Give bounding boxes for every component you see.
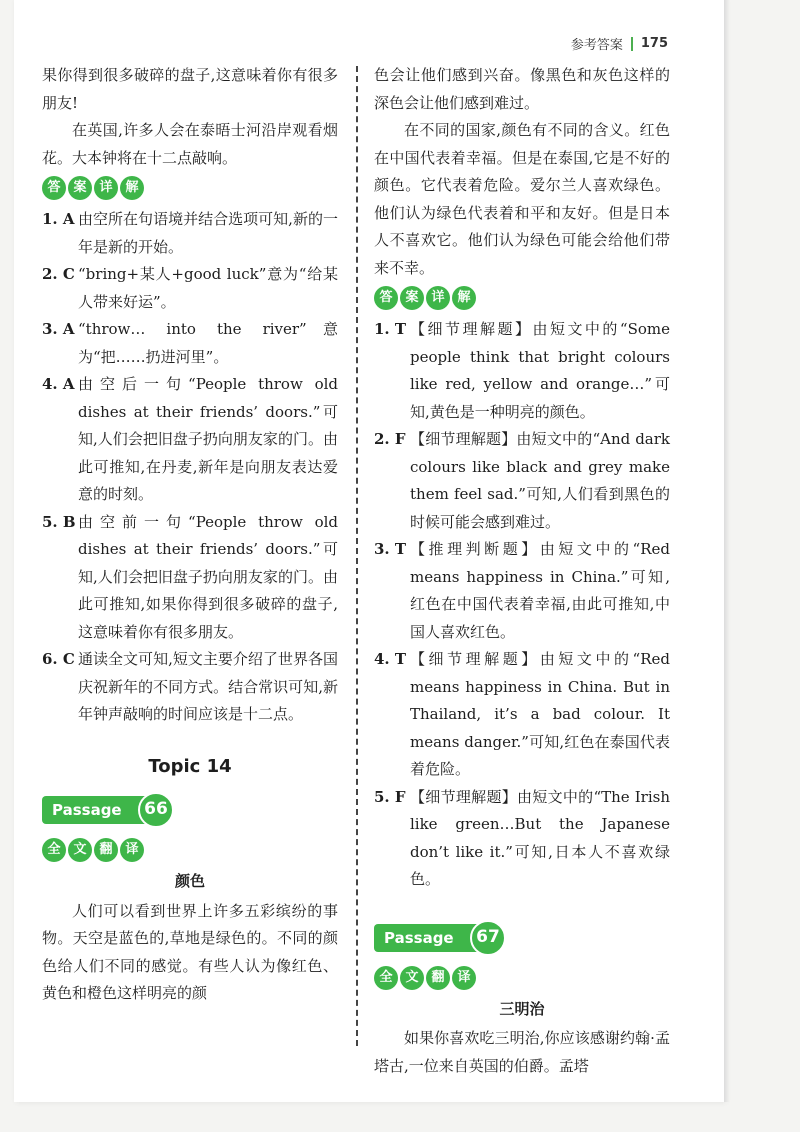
answer-text: 【推理判断题】由短文中的“Red means happiness in China.”可知,红色在中国代表着幸福,由此可推知,中国人喜欢红色。: [410, 540, 670, 641]
passage-banner: [42, 792, 338, 828]
left-paragraph-1: 果你得到很多破碎的盘子,这意味着你有很多朋友!: [42, 66, 338, 112]
answer-number: 2. C: [42, 265, 75, 283]
answer-text: “bring+某人+good luck”意为“给某人带来好运”。: [78, 265, 338, 311]
answer-item: [42, 371, 338, 509]
answer-item: [374, 784, 670, 894]
answer-text: 【细节理解题】由短文中的“The Irish like green…But the Japanese don’t like it.”可知,日本人不喜欢绿色。: [410, 787, 670, 888]
answer-number: 3. T: [374, 540, 407, 558]
answer-item: [374, 426, 670, 536]
badge-char: 翻: [94, 838, 118, 862]
full-translation-badge: [42, 838, 338, 862]
header-divider: [631, 37, 633, 51]
badge-char: 案: [400, 286, 424, 310]
badge-char: 译: [120, 838, 144, 862]
answer-text: 由空后一句“People throw old dishes at their friends’ doors.”可知,人们会把旧盘子扔向朋友家的门。由此可推知,在丹麦,新年是向朋友表达爱意的时刻。: [78, 375, 338, 503]
badge-char: 全: [374, 966, 398, 990]
answer-number: 5. B: [42, 512, 76, 531]
passage-number: 67: [470, 920, 506, 956]
full-translation-badge: [374, 966, 670, 990]
section-label: 参考答案: [570, 38, 623, 53]
badge-char: 译: [452, 966, 476, 990]
left-paragraph-2: 在英国,许多人会在泰晤士河沿岸观看烟花。大本钟将在十二点敲响。: [42, 121, 338, 167]
answer-item: [42, 316, 338, 371]
badge-char: 答: [374, 286, 398, 310]
badge-char: 文: [68, 838, 92, 862]
left-column: [42, 62, 338, 1008]
answer-explanation-badge: [42, 176, 338, 200]
passage-banner: [374, 920, 670, 956]
answer-item: [42, 509, 338, 647]
answer-item: [42, 206, 338, 261]
right-paragraph-2: 在不同的国家,颜色有不同的含义。红色在中国代表着幸福。但是在泰国,它是不好的颜色。它代表着危险。爱尔兰人喜欢绿色。他们认为绿色代表着和平和友好。但是日本人不喜欢它。他们认为绿色可能会给他们带来不幸。: [374, 121, 670, 277]
answer-item: [374, 536, 670, 646]
answer-number: 5. F: [374, 787, 406, 806]
answer-number: 2. F: [374, 430, 406, 448]
answer-item: [374, 646, 670, 784]
translation-title: 三明治: [499, 999, 545, 1018]
right-column: [374, 62, 670, 1080]
answer-item: [42, 646, 338, 729]
answer-number: 1. T: [374, 320, 407, 338]
badge-char: 详: [426, 286, 450, 310]
answer-text: 由空前一句“People throw old dishes at their friends’ doors.”可知,人们会把旧盘子扔向朋友家的门。由此可推知,如果你得到很多破碎的盘子,这意味着你有很多朋友。: [78, 512, 338, 641]
badge-char: 案: [68, 176, 92, 200]
page-header: [571, 34, 668, 53]
topic-heading: Topic 14: [148, 755, 232, 777]
badge-char: 翻: [426, 966, 450, 990]
answer-text: 【细节理解题】由短文中的“Some people think that bright colours like red, yellow and orange…”可知,黄色是一种明亮的颜色。: [410, 320, 670, 421]
answer-number: 1. A: [42, 210, 75, 228]
page-edge-shadow: [724, 0, 730, 1102]
answer-number: 4. T: [374, 650, 407, 668]
answer-text: 【细节理解题】由短文中的“Red means happiness in China. But in Thailand, it’s a bad colour. It means danger.”可知,红色在泰国代表着危险。: [410, 650, 670, 778]
answer-explanation-badge: [374, 286, 670, 310]
answer-text: 由空所在句语境并结合选项可知,新的一年是新的开始。: [78, 210, 338, 256]
badge-char: 解: [452, 286, 476, 310]
badge-char: 全: [42, 838, 66, 862]
badge-char: 解: [120, 176, 144, 200]
page-number: 175: [640, 36, 668, 51]
right-paragraph-1: 色会让他们感到兴奋。像黑色和灰色这样的深色会让他们感到难过。: [374, 66, 670, 112]
book-page: [14, 0, 724, 1102]
badge-char: 详: [94, 176, 118, 200]
translation-text: 如果你喜欢吃三明治,你应该感谢约翰·孟塔古,一位来自英国的伯爵。孟塔: [374, 1029, 670, 1075]
translation-text: 人们可以看到世界上许多五彩缤纷的事物。天空是蓝色的,草地是绿色的。不同的颜色给人们不同的感觉。有些人认为像红色、黄色和橙色这样明亮的颜: [42, 901, 338, 1002]
answer-text: 【细节理解题】由短文中的“And dark colours like black and grey make them feel sad.”可知,人们看到黑色的时候可能会感到难过。: [410, 430, 670, 531]
answer-text: 通读全文可知,短文主要介绍了世界各国庆祝新年的不同方式。结合常识可知,新年钟声敲响的时间应该是十二点。: [78, 650, 338, 723]
badge-char: 答: [42, 176, 66, 200]
passage-label: Passage: [374, 924, 496, 952]
answer-text: “throw… into the river”意为“把……扔进河里”。: [78, 320, 338, 366]
column-divider: [356, 66, 358, 1046]
answer-number: 4. A: [42, 375, 75, 393]
badge-char: 文: [400, 966, 424, 990]
answer-item: [42, 261, 338, 316]
passage-number: 66: [138, 792, 174, 828]
answer-item: [374, 316, 670, 426]
answer-number: 3. A: [42, 320, 75, 338]
passage-label: Passage: [42, 796, 164, 824]
translation-title: 颜色: [174, 872, 205, 890]
answer-number: 6. C: [42, 650, 75, 668]
